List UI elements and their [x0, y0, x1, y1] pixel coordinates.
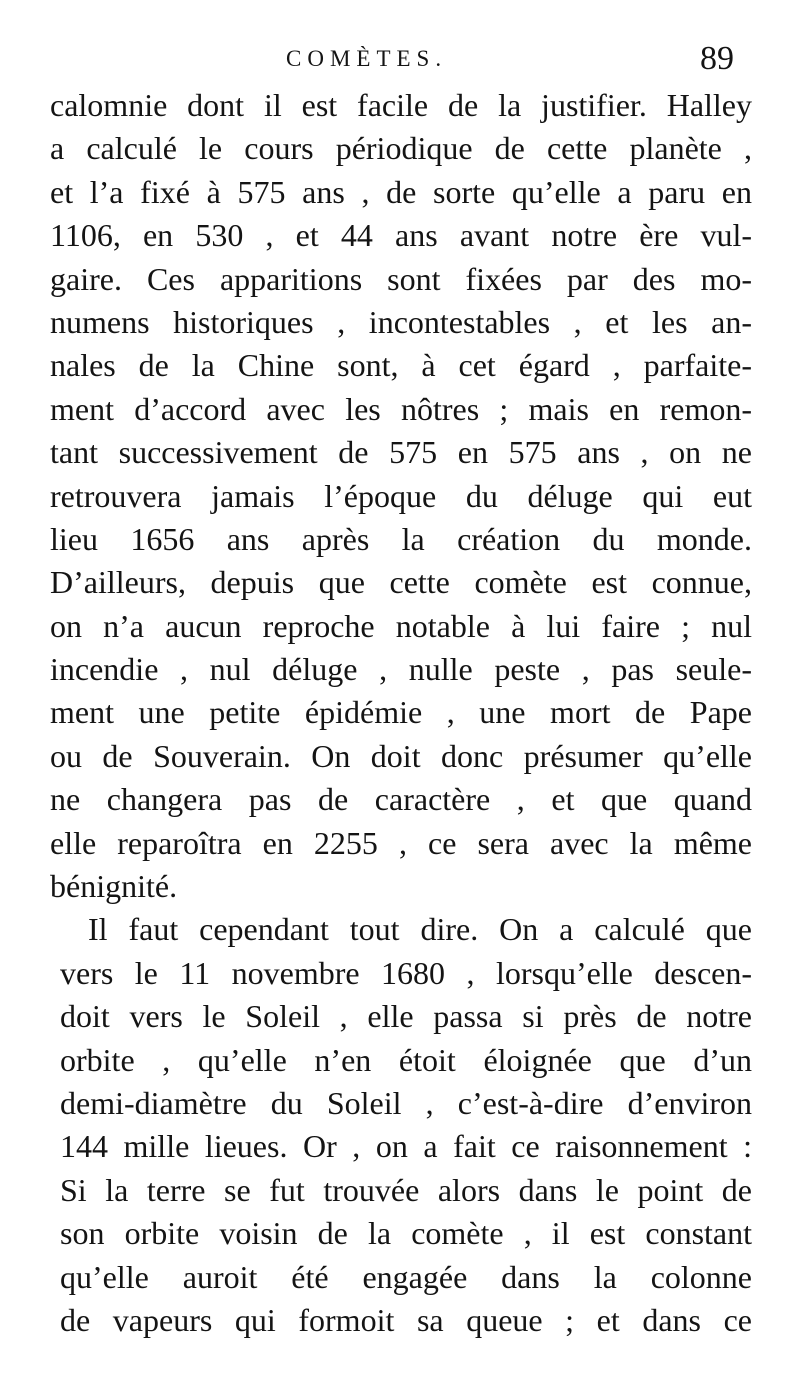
paragraph-start-line: Il faut cependant tout dire. On a calculé que	[88, 911, 752, 948]
text-line: lieu 1656 ans après la création du monde.	[50, 520, 752, 557]
text-line: qu’elle auroit été engagée dans la colonne	[60, 1258, 752, 1295]
text-line: ment une petite épidémie , une mort de Pape	[50, 694, 752, 731]
text-line: vers le 11 novembre 1680 , lorsqu’elle descen-	[60, 954, 752, 991]
text-line: a calculé le cours périodique de cette planète ,	[50, 130, 752, 167]
text-line: on n’a aucun reproche notable à lui faire ; nul	[50, 607, 752, 644]
text-line: 144 mille lieues. Or , on a fait ce raisonnement :	[60, 1128, 752, 1165]
text-line: incendie , nul déluge , nulle peste , pas seule-	[50, 651, 752, 688]
text-line: numens historiques , incontestables , et les an-	[50, 303, 752, 340]
text-line: et l’a fixé à 575 ans , de sorte qu’elle a paru en	[50, 173, 752, 210]
text-line: D’ailleurs, depuis que cette comète est connue,	[50, 564, 752, 601]
running-title: COMÈTES.	[286, 46, 448, 71]
text-line: ment d’accord avec les nôtres ; mais en remon-	[50, 390, 752, 427]
text-line: ne changera pas de caractère , et que quand	[50, 781, 752, 818]
text-line: ou de Souverain. On doit donc présumer qu’elle	[50, 737, 752, 774]
text-line: orbite , qu’elle n’en étoit éloignée que d’un	[60, 1041, 752, 1078]
page-number: 89	[700, 40, 734, 77]
text-line: retrouvera jamais l’époque du déluge qui eut	[50, 477, 752, 514]
text-line: elle reparoîtra en 2255 , ce sera avec la même	[50, 824, 752, 861]
text-line: doit vers le Soleil , elle passa si près de notre	[60, 998, 752, 1035]
text-line: son orbite voisin de la comète , il est constant	[60, 1215, 752, 1252]
page-header	[0, 42, 800, 82]
text-line: calomnie dont il est facile de la justifier. Halley	[50, 87, 752, 123]
text-line: demi-diamètre du Soleil , c’est-à-dire d’environ	[60, 1084, 752, 1121]
text-line: 1106, en 530 , et 44 ans avant notre ère vul-	[50, 217, 752, 254]
text-line: Si la terre se fut trouvée alors dans le point de	[60, 1171, 752, 1208]
body-text	[50, 84, 752, 1342]
paragraph-end-line: bénignité.	[50, 868, 178, 905]
text-line: gaire. Ces apparitions sont fixées par des mo-	[50, 260, 752, 297]
text-line: de vapeurs qui formoit sa queue ; et dans ce	[60, 1301, 752, 1338]
text-line: tant successivement de 575 en 575 ans , on ne	[50, 434, 752, 471]
text-line: nales de la Chine sont, à cet égard , parfaite-	[50, 347, 752, 384]
